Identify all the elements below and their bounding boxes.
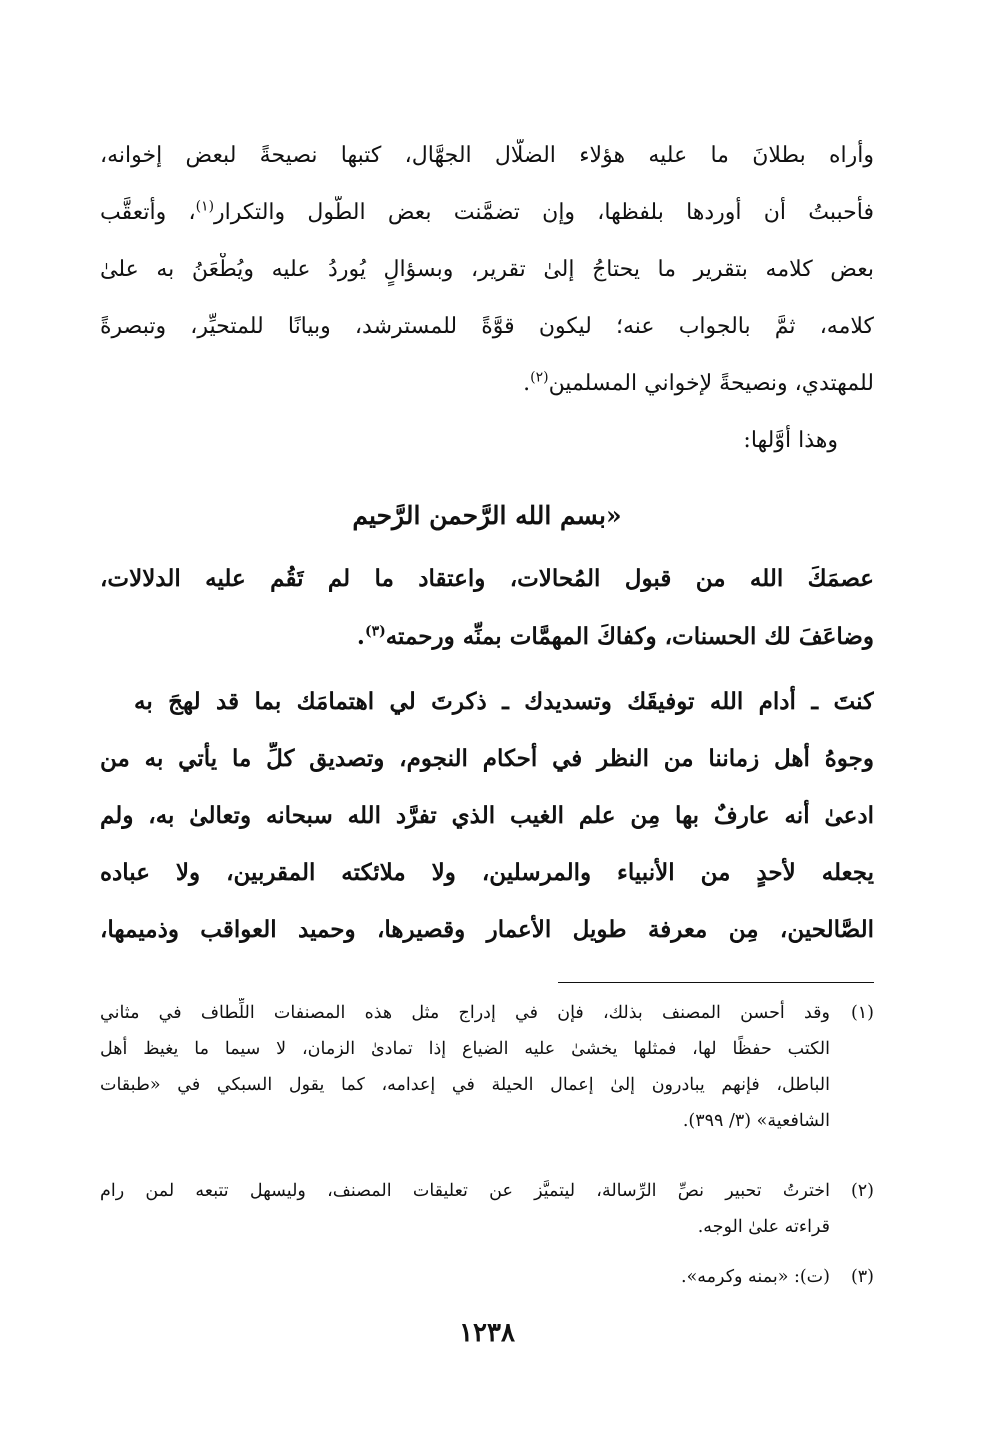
intro-line-2-tail: ، وأتعقَّب — [100, 200, 196, 225]
first-letter-label-text: وهذا أوَّلها: — [743, 428, 838, 453]
intro-line-4: كلامه، ثمَّ بالجواب عنه؛ ليكون قوَّةً للمسترشد، وبيانًا للمتحيِّر، وتبصرةً — [100, 314, 874, 339]
body-line-3: ادعىٰ أنه عارفٌ بها مِن علم الغيب الذي تفرَّد الله سبحانه وتعالىٰ به، ولم — [100, 802, 874, 829]
body-line-1-text: كنتَ ـ أدام الله توفيقَك وتسديدك ـ ذكرتَ لي اهتمامَك بما قد لهجَ به — [134, 688, 874, 715]
body-line-1 — [100, 685, 874, 719]
footnote-ref-2[interactable]: (٢) — [530, 369, 549, 386]
intro-line-2 — [100, 196, 874, 230]
intro-line-1: وأراه بطلانَ ما عليه هؤلاء الضلَّال الجهَّال، كتبها نصيحةً لبعض إخوانه، — [100, 143, 874, 168]
footnote-1-line-3: الباطل، فإنهم يبادرون إلىٰ إعمال الحيلة في إعدامه، كما يقول السبكي في «طبقات — [100, 1075, 830, 1095]
footnote-separator — [558, 982, 874, 983]
intro-line-3: بعض كلامه بتقرير ما يحتاجُ إلىٰ تقرير، وبسؤالٍ يُوردُ عليه ويُطْعَنُ به علىٰ — [100, 257, 874, 282]
book-page — [100, 0, 874, 1450]
footnote-2-line-2: قراءته علىٰ الوجه. — [697, 1217, 830, 1237]
footnote-2-line-1: اخترتُ تحبير نصِّ الرِّسالة، ليتميَّز عن تعليقات المصنف، وليسهل تتبعه لمن رام — [100, 1181, 830, 1201]
intro-line-5-tail: . — [523, 371, 531, 396]
opening-line-1: عصمَكَ الله من قبول المُحالات، واعتقاد ما لم تَقُم عليه الدلالات، — [100, 565, 874, 592]
footnote-3-number: (٣) — [850, 1267, 874, 1287]
first-letter-label — [100, 424, 874, 458]
body-line-5: الصَّالحين، مِن معرفة طويل الأعمار وقصيرها، وحميد العواقب وذميمها، — [100, 916, 874, 943]
intro-line-5 — [100, 367, 874, 401]
opening-line-2-tail: . — [356, 623, 365, 650]
body-line-2: وجوهُ أهل زماننا من النظر في أحكام النجوم، وتصديق كلِّ ما يأتي به من — [100, 745, 874, 772]
body-line-4: يجعله لأحدٍ من الأنبياء والمرسلين، ولا ملائكته المقربين، ولا عباده — [100, 859, 874, 886]
footnote-2-number: (٢) — [850, 1181, 874, 1201]
footnote-1-line-2: الكتب حفظًا لها، فمثلها يخشىٰ عليه الضياع إذا تمادىٰ الزمان، لا سيما ما يغيظ أهل — [100, 1039, 830, 1059]
opening-line-2 — [100, 620, 874, 654]
page-number: ١٢٣٨ — [459, 1318, 515, 1348]
footnote-1-number: (١) — [850, 1003, 874, 1023]
intro-line-5-text: للمهتدي، ونصيحةً لإخواني المسلمين — [548, 371, 874, 396]
footnote-ref-3[interactable]: (٣) — [364, 623, 386, 640]
footnote-ref-1[interactable]: (١) — [195, 198, 215, 215]
footnote-1-line-4: الشافعية» (٣/ ٣٩٩). — [682, 1111, 830, 1131]
footnote-3-line-1: (ت): «بمنه وكرمه». — [681, 1267, 830, 1287]
intro-line-2-text: فأحببتُ أن أوردها بلفظها، وإن تضمَّنت بعض الطُّول والتكرار — [214, 200, 874, 225]
basmala-heading: «بسم الله الرَّحمن الرَّحيم — [352, 501, 622, 530]
footnote-1-line-1: وقد أحسن المصنف بذلك، فإن في إدراج مثل هذه المصنفات اللِّطاف في مثاني — [100, 1003, 830, 1023]
opening-line-2-text: وضاعَفَ لك الحسنات، وكفاكَ المهمَّات بمنِّه ورحمته — [385, 623, 874, 650]
